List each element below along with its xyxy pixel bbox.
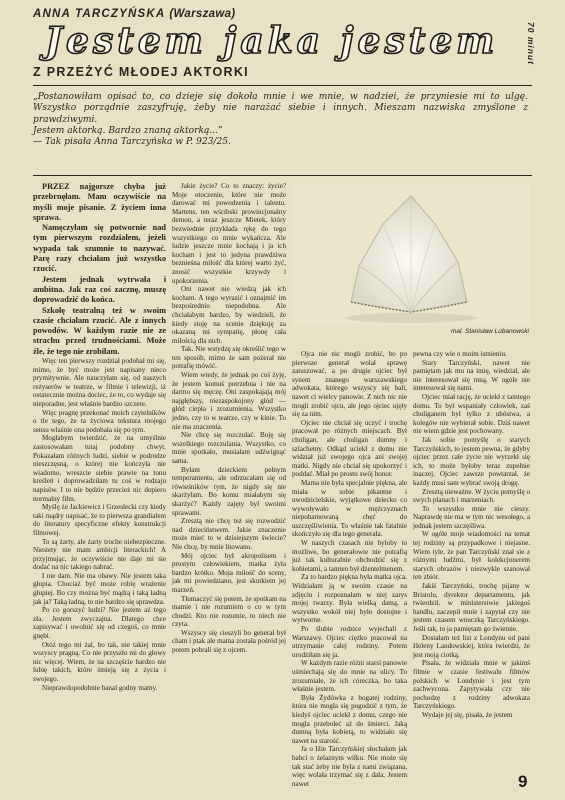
text-column-2 (172, 182, 286, 772)
intro-quote-signature: — Tak pisała Anna Tarczyńska w P. 923/25. (33, 137, 231, 148)
paragraph: Tłumaczyć się potem, że spotkam na mamie i nie rozumiem o co w tym chodzi. Kto nie rozumie, to niech nie czyta. (172, 594, 286, 629)
paragraph: Była Żydówka z bogatej rodziny, która nie mogła się pogodzić z tym, że kiedyś ojciec uciekł z domu, czego nie mogła przeboleć aż do śmierci. Jaką dumną była kobietą, to widziało się nawet na starość. (292, 693, 407, 745)
paragraph: Stary Tarczyński, nawet nie pamiętam jak mu na imię, wiedział, ale nie interesował się mną. W ogóle nie interesował się nami. (413, 358, 530, 393)
text-column-1 (33, 182, 166, 772)
paragraph: Ojciec miał rację, że uciekł z tamtego domu. To był wspaniały człowiek, zaś chuliganem był tylko z ubóstwa, a kolegów nie wybierał sobie. Dziś nawet nie wiem gdzie jest pochowany. (413, 392, 530, 436)
section-rule (33, 175, 532, 176)
paragraph: Ojca nie nic mogli zrobić, bo po pierwsze generał wolał sprawę zatuszować, a po drugie ojciec był synem znanego warszawskiego adwokata, którego wszyscy się bali, nawet ci wielcy panowie. Z nich nic nie mogli zrobić ojcu, ale jego ojciec ujęły się za nim. (292, 350, 407, 419)
paragraph: Oni nawet nie wiedzą jak ich kocham. A tego wyrazić i oznajmić im bezpośrednio niepodobna. Ale chciałabym bardzo, by wiedzieli, że kiedy stoję na scenie dziękuję za okazaną mi sympatię, płonę cała miłością dla nich. (172, 285, 286, 345)
author-city: (Warszawa) (169, 8, 236, 20)
paragraph: Namęczyłam się potwornie nad tym pierwszym rozdziałem, jeżeli wypada tak szumnie to nazywać. Parę razy chciałam już wszystko rzucić. (33, 223, 166, 274)
author-name: ANNA TARCZYŃSKA (33, 8, 165, 20)
paragraph: W ogóle moje wiadomości na temat tej rodziny są przypadkowe i niejasne. Wiem tyle, że pan Tarczyński znał sie z różnymi ludźmi, był kolekcjonerem starych obrazów i niezwykle szanował ten zbiór. (413, 530, 530, 582)
paragraph: Pisała, że widziała mnie w jakimś filmie w czasie festiwalu filmów polskich w Londynie i jest tym zachwycona. Zapytywała czy nie pochodzę z rodziny adwokata Tarczyńskiego. (413, 659, 530, 711)
paragraph: Ja o Iźie Tarczyńskiej słuchałam jak babci o żelaznym wilku. Nie może się tak stać żeby nie była z nami związana, więc wolała trzymać się z dala. Jestem nawet (292, 745, 407, 788)
paragraph: Po co gorszyć ludzi? Nie jestem aż tego zła. Jestem zwyczajna. Dlatego chce zapisywać i uwolnić się od czegoś, co mnie gnębi. (33, 606, 166, 641)
paragraph: Jestem jednak wytrwała i ambitna. Jak raz coś zacznę, muszę doprowadzić do końca. (33, 274, 166, 305)
handkerchief-photo (293, 184, 530, 326)
handkerchief-illustration (293, 184, 530, 326)
paragraph: Wydaje jej się, pisała, że jestem (422, 710, 513, 719)
paragraph: W każdym razie różni starsi panowie uśmiechają się do mnie na ulicy. To zrozumiałe, że ich córeczka, bo taka właśnie jestem. (292, 659, 407, 694)
paragraph: Byłam dzieckiem pełnym temperamentu, ale odrzucałam się od rówieśników tym, że nigdy się nie skarżyłam. Bo komu miałabym się skarżyć? Każdy zajęty był swoimi sprawami. (172, 465, 286, 517)
paragraph: Szkołę teatralną też w swoim czasie chciałam rzucić. Ale z innych powodów. W każdym razie nie ze strachu przed trudnościami. Może źle, że tego nie zrobiłam. (33, 305, 166, 356)
paragraph: Myślę że Jackiewicz i Grzeslecki czy kiedy taki mądry napisać, że to pierwsza grandialem do literatury specyficzne efekty konstrukcji filmowej. (33, 503, 166, 537)
paragraph: Jakiś Tarczyński, trochę pijany w Bristolu, dyrektor departamentu, jak twierdził, w ministerstwie jakiegoś handlu, zaczepił mnie i zapytał czy nie jestem czasem wnuczką Tarczyńskiego. Jeśli tak, to ja pamiętam go świetnie. (413, 582, 530, 633)
paragraph: Wszyscy się cieszyli bo generał był cham i ptak ale mama została pośród jej potem pobrali się z ojcem. (172, 628, 286, 655)
paragraph: Więc ten pierwszy rozdział podobał mi się, mimo, że być może jest napisany nieco prymitywnie. Ale nauczyłam się, od naszych reżyserów w teatrze, w filmie i telewizji, iż ostatecznie można dociec, że to, co wydaje się nieporadne, jest właśnie bardzo szczere. (33, 357, 166, 409)
paragraph: I nie dam. Nie ma obawy. Nie jestem taka głupia. Chociaż być może robię wrażenie głupiej. Bo czy można być mądrą i taką ładną jak ja? Taką ładną, to nie bardzo się sprawdza. (33, 571, 166, 606)
paragraph: Tak. Nie wstydzę się określić tego w ten sposób, mimo że sam pożerał nie potrafię mówić. (172, 345, 286, 371)
photo-caption: mal. Stanisław Lubanowski (450, 328, 529, 335)
intro-quote-text: „Postanowiłam opisać to, co dzieje się dokoła mnie i we mnie, w nadziei, że przyniesie mi to ulgę. Wszystko porządnie zaszyfruję, żeby nie narażać siebie i innych. Mieszam nazwiska zmyślone z prawdziwymi. (33, 92, 528, 125)
paragraph: Jakie życie? Co to znaczy: życie? Moje otoczenie, które nie może darować mi powodzenia i talentu. Martens, ten wścibski prowincjonalny demon, a teraz jeszcze Mietek, który bezwiednie przykłada rękę do tego wszystkiego co mnie wykańcza. Ale ludzie jeszcze mnie kochają i ja ich kocham i jest to jedyna prawdziwa beznieśna milość dla której warto żyć, znosić wszystkie krzywdy i upokorzenia. (172, 182, 286, 285)
paragraph: Dostałam też list z Londynu od pani Heleny Landowskiej, która twierdzi, że jest moją ciotką. (413, 633, 530, 659)
paragraph: pewna czy wie o moim istnieniu. (413, 350, 507, 358)
text-column-3 (292, 350, 407, 788)
paragraph: Nie chcę się rozczulać. Boję się wszelkiego rozczulania. Wszystko, co mnie spotkało, musiałam udźwignąć sama. (172, 431, 286, 465)
paragraph: Jak sobie pomyślę o starych Tarczyńskich, to jestem pewna, że gdyby ojciec przez całe życie nie wyrzekł się ich, to może byłoby teraz zupełnie inaczej. Ojciec zawsze powtarzał, że każdy musi sam wybrać swoją drogę. (413, 435, 530, 487)
paragraph: PRZEZ najgorsze chyba już przebrnęłam. Mam oczywiście na myśli moje pisanie. Z życiem inna sprawa. (33, 182, 166, 222)
intro-quote-line2: Jestem aktorką. Bardzo znaną aktorką...” (33, 125, 223, 136)
article-title: Jestem jaka jestem (45, 20, 499, 62)
paragraph: Nieprawdopodobnie banal godny mamy. (42, 683, 158, 692)
author-line (33, 8, 235, 20)
side-label: 70 minut (526, 22, 536, 65)
paragraph: Po ślubie rodzice wyjechali z Warszawy. Ojciec ciężko pracował na utrzymanie całej rodziny. Potem urodziłam się ja. (292, 625, 407, 659)
paragraph: Za to bardzo piękna była matka ojca. Widziałam ją w swoim czasie na zdjęciu i rozpoznałam w niej zarys mojej twarzy. Była wielką damą, a wszystko wokół niej było dostojne i wytworne. (292, 573, 407, 625)
paragraph: Otóż tego mi żal, bo tak, nie takiej mnie wszyscy pragną. Co nie przyszło mi do głowy nic więcej. Wiem, że na szczęście bardzo nie lubię takich, które śmieją się z życia i swojego. (33, 640, 166, 684)
page-number: 9 (518, 772, 528, 791)
paragraph: Mogłabym twierdzić, że na umyślnie zastosowałam tutaj podobny chwyt. Pokazałam różnych ludzi, siebie w podrodze nieszczęsną, o której nie kończyła nie wiadomo, wreszcie siebie prawie na tonu kreśleń i doprowadziłam tu coś w rodzaju napisów. I to nie będzie przecież nic dopiero normalny film. (33, 434, 166, 503)
top-rule (33, 85, 532, 86)
paragraph: Zresztą nieważne. W życiu pomyślę o swych planach i marzeniach. (413, 487, 530, 505)
paragraph: Mój ojciec był akropolisem i prostym człowiekiem, matka żyła bardzo krótko. Moja miłość do sceny, jak mi powiedziano, jest skutkiem jej marzeń. (172, 551, 286, 594)
paragraph: Ojciec nie chciał się uczyć i trochę pracował po różnych miejscach. Był chuligan, ale chuligan dumny i szlachetny. Odkąd uciekł z domu nie widział już swojego ojca ani swojej matki. Nigdy nie chciał się upokorzyć i poddać. Miał po prostu swój honor. (292, 418, 407, 479)
paragraph: Więc pragnę przekonać moich czytelników o tle tego, że ta życiowa tekstura mojego sensu właśnie ona podobała się po tym. (33, 408, 166, 434)
paragraph: W naszych czasach nie byłoby to możliwe, bo generałowie nie potrafią już tak kulturalnie obchodzić się z kobietami, a tamten był dżentelmenem. (292, 539, 407, 573)
article-subtitle: Z PRZEŻYĆ MŁODEJ AKTORKI (33, 65, 249, 79)
paragraph: Mama nie była specjalnie piękna, ale miała w sobie pikantne i uwodzicielskie, wyjątkowe dziecko co wywoływało w mężczyznach niepohamowaną chęć do uszczęśliwienia. To właśnie tak fatalnie skończyło się dla tego generała. (292, 478, 407, 539)
paragraph: To są żarty, ale żarty troche niebezpieczne. Niestety nie mam ambicji literackich! A przyjmując, że oczywiście nie daje mi sie dodać na nic takiego nabrać. (33, 537, 166, 572)
text-column-4 (413, 350, 530, 770)
intro-quote (33, 92, 528, 148)
paragraph: Wiem wtedy, że jednak po coś żyję, że jestem komuś potrzebna i nie na darmo się męczę. Oni zaspokajają mój najgłębszy, niezaspokojony głód — głód ciepła i zrozumienia. Wszystko jedno, czy to w teatrze, czy w kinie. To nie ma znaczenia. (172, 371, 286, 431)
paragraph: Zresztą nie chcę też się rozwodzić nad dzieciństwem. Jakie znaczenie może mieć to w dzisiejszym świecie? Nie chcę, by mnie litowano. (172, 517, 286, 551)
paragraph: To wszystko mnie nie cieszy. Naprawdę nie ma w tym nic wesołego, a jednak jestem szczęśliwa. (413, 504, 530, 530)
